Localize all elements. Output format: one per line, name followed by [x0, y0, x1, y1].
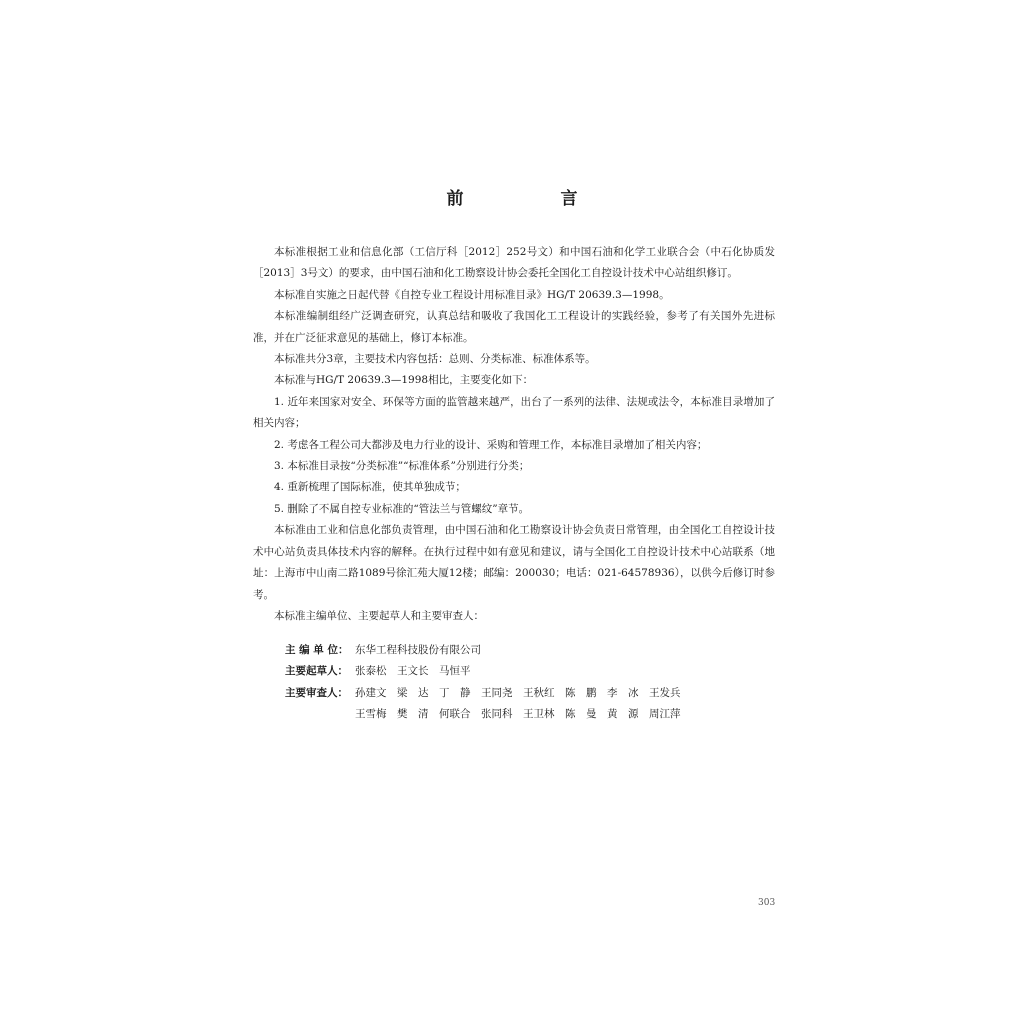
change-item-2: 2. 考虑各工程公司大都涉及电力行业的设计、采购和管理工作，本标准目录增加了相关内容；	[274, 438, 708, 451]
reviewers-line-2: 王雪梅 樊 清 何联合 张同科 王卫林 陈 曼 黄 源 周江萍	[355, 708, 681, 721]
reviewers-row	[285, 683, 785, 704]
change-item-4: 4. 重新梳理了国际标准，使其单独成节；	[274, 481, 466, 494]
reviewers-label: 主要审查人：	[285, 686, 348, 699]
chief-unit-label: 主 编 单 位：	[285, 644, 349, 656]
paragraph-basis: 本标准根据工业和信息化部（工信厅科［2012］252号文）和中国石油和化学工业联合会（中石化协质发［2013］3号文）的要求，由中国石油和化工勘察设计协会委托全国化工自控设计技术中心站组织修订。	[253, 246, 775, 280]
change-item-3: 3. 本标准目录按“分类标准”“标准体系”分别进行分类；	[274, 460, 530, 473]
paragraph-chapters: 本标准共分3章，主要技术内容包括：总则、分类标准、标准体系等。	[274, 353, 596, 366]
paragraph-contributors-intro: 本标准主编单位、主要起草人和主要审查人：	[274, 609, 484, 622]
chief-unit-value: 东华工程科技股份有限公司	[355, 644, 481, 656]
page-title: 前 言	[446, 189, 618, 209]
drafters-label: 主要起草人：	[285, 665, 348, 678]
contributors-list	[285, 640, 785, 726]
paragraph-replacement: 本标准自实施之日起代替《自控专业工程设计用标准目录》HG/T 20639.3—1998。	[274, 288, 670, 301]
drafters-value: 张泰松 王文长 马恒平	[355, 665, 471, 678]
page-number: 303	[758, 898, 776, 908]
paragraph-changes-intro: 本标准与HG/T 20639.3—1998相比，主要变化如下：	[274, 374, 534, 387]
drafters-row	[285, 661, 785, 682]
reviewers-row-continued	[285, 704, 785, 725]
chief-unit-row	[285, 640, 785, 661]
change-item-1: 1. 近年来国家对安全、环保等方面的监管越来越严，出台了一系列的法律、法规或法令，本标准目录增加了相关内容；	[253, 395, 775, 430]
paragraph-management: 本标准由工业和信息化部负责管理，由中国石油和化工勘察设计协会负责日常管理，由全国化工自控设计技术中心站负责具体技术内容的解释。在执行过程中如有意见和建议，请与全国化工自控设计技术中心站联系（地址：上海市中山南二路1089号徐汇苑大厦12楼；邮编：200030；电话：021-64578936），以供今后修订时参考。	[253, 524, 775, 601]
change-item-5: 5. 删除了不属自控专业标准的“管法兰与管螺纹”章节。	[274, 502, 530, 515]
preface-body	[253, 242, 775, 627]
reviewers-line-1: 孙建文 梁 达 丁 静 王同尧 王秋红 陈 鹏 李 冰 王发兵	[355, 686, 681, 699]
paragraph-research: 本标准编制组经广泛调查研究，认真总结和吸收了我国化工工程设计的实践经验，参考了有关国外先进标准，并在广泛征求意见的基础上，修订本标准。	[253, 310, 775, 344]
